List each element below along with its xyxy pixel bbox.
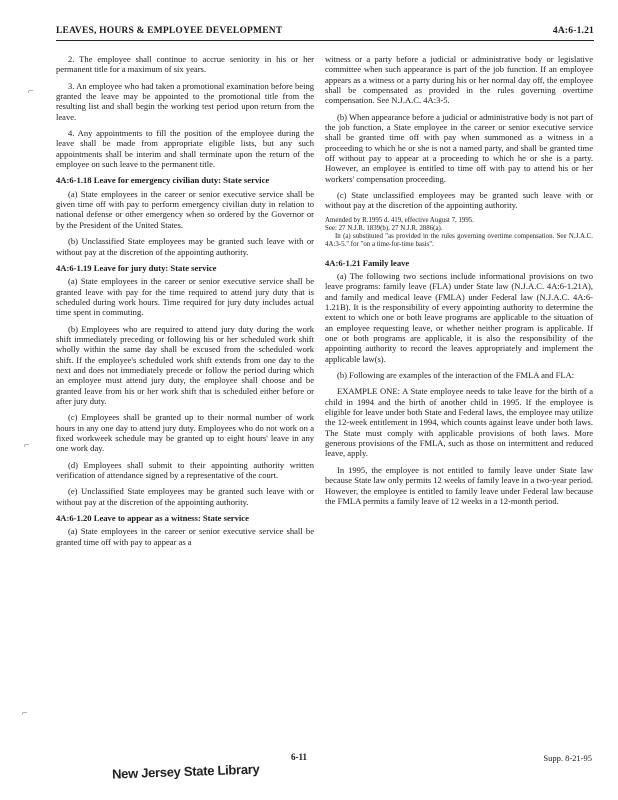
paragraph: (c) Employees shall be granted up to their normal number of work hours in any one day to attend jury duty. Employees who do not work on a fixed workweek schedule may be granted up to eight hours' leave in any one work day.: [56, 412, 314, 454]
header-section-number: 4A:6-1.21: [552, 26, 594, 36]
paragraph: (a) State employees in the career or senior executive service shall be given time off with pay to perform emergency civilian duty in relation to national defense or other emergency when so ordered by the Governor or by the President of the United States.: [56, 188, 314, 230]
header-title: LEAVES, HOURS & EMPLOYEE DEVELOPMENT: [56, 26, 283, 36]
paragraph: (b) Employees who are required to attend jury duty during the work shift immediately preceding or following his or her scheduled work shift wholly within the same day shall be excused from the scheduled work shift. If the employee's scheduled work shift extends from one day to the next and does not immediately precede or follow the period during which an employee must attend jury duty, the employee shall choose and be granted leave from his or her work shift that is scheduled either before or after jury duty.: [56, 323, 314, 406]
paragraph: (d) Employees shall submit to their appointing authority written verification of attendance signed by a representative of the court.: [56, 459, 314, 481]
paragraph: (a) State employees in the career or senior executive service shall be granted time off with pay to appear as a: [56, 526, 314, 547]
history-note: Amended by R.1995 d. 419, effective August 7, 1995.: [325, 216, 474, 224]
history-note: See: 27 N.J.R. 1839(b), 27 N.J.R. 2886(a).: [325, 225, 443, 233]
section-heading: 4A:6-1.21 Family leave: [325, 257, 410, 268]
page-number: 6-11: [291, 752, 308, 762]
paragraph: (b) Following are examples of the interaction of the FMLA and FLA:: [337, 370, 575, 381]
running-header: [56, 24, 594, 41]
supplement-date: Supp. 8-21-95: [543, 753, 592, 763]
paragraph: (a) The following two sections include informational provisions on two leave programs: family leave (FLA) under State law (N.J.A.C. 4A:6-1.21A), and family and medical leave (FMLA) under Federal law (N.J.A.C. 4A:6-1.21B). It is the responsibility of every appointing authority to determine the extent to which one or both leave programs are applicable to the situation of an employee requesting leave, or whether neither program is applicable. If one or both programs are applicable, it is also the responsibility of the appointing authority to record the leaves appropriately and implement the applicable law(s).: [325, 270, 593, 364]
margin-mark-icon: ⌐: [28, 86, 34, 97]
paragraph: witness or a party before a judicial or administrative body or legislative committee when such appearance is part of the job function. If an employee appears as a witness or a party during his or her normal day off, the employee shall be compensated as provided in the rules governing overtime compensation. See N.J.A.C. 4A:3-5.: [325, 54, 593, 106]
margin-mark-icon: ⌐: [22, 708, 28, 719]
history-note: In (a) substituted "as provided in the rules governing overtime compensation. See N.J.A.C. 4A:3-5." for "on a time-for-time basis".: [325, 233, 593, 249]
right-column: [325, 54, 593, 512]
margin-mark-icon: ⌐: [24, 440, 30, 451]
paragraph: 2. The employee shall continue to accrue seniority in his or her permanent title for a maximum of six years.: [56, 54, 314, 75]
paragraph: (c) State unclassified employees may be granted such leave with or without pay at the discretion of the appointing authority.: [325, 190, 593, 211]
paragraph: 3. An employee who had taken a promotional examination before being granted the leave may be appointed to the promotional title from the resulting list and shall begin the working test period upon return from the leave.: [56, 80, 314, 122]
paragraph: (a) State employees in the career or senior executive service shall be granted leave with pay for the time required to attend jury duty that is scheduled during work hours. Time required for jury duty includes actual time spent in commuting.: [56, 276, 314, 318]
left-column: [56, 54, 314, 553]
library-stamp: New Jersey State Library: [111, 761, 260, 782]
section-heading: 4A:6-1.19 Leave for jury duty: State service: [56, 262, 217, 273]
paragraph: EXAMPLE ONE: A State employee needs to take leave for the birth of a child in 1994 and the birth of another child in 1995. If the employee is eligible for leave under both State and Federal laws, the employee may utilize the 12-week entitlement in 1994, which counts against leave under both laws. The State must comply with applicable provisions of both laws. More generous provisions of the FMLA, such as those on intermittent and reduced leave, apply.: [325, 386, 593, 459]
paragraph: In 1995, the employee is not entitled to family leave under State law because State law only permits 12 weeks of family leave in a two-year period. However, the employee is entitled to family leave under Federal law because the FMLA permits a family leave of 12 weeks in a 12-month period.: [325, 464, 593, 506]
section-heading: 4A:6-1.20 Leave to appear as a witness: State service: [56, 513, 249, 524]
paragraph: 4. Any appointments to fill the position of the employee during the leave shall be made from appropriate eligible lists, but any such appointments shall be interim and shall terminate upon the return of the employee on such leave to the permanent title.: [56, 128, 314, 170]
paragraph: (e) Unclassified State employees may be granted such leave with or without pay at the discretion of the appointing authority.: [56, 486, 314, 507]
paragraph: (b) When appearance before a judicial or administrative body is not part of the job function, a State employee in the career or senior executive service shall be granted time off with pay when summoned as a witness in a proceeding to which he or she is not a named party, and shall be granted time off without pay to appear at a proceeding to which he or she is a party. However, an employee is entitled to time off with pay to attend his or her workers' compensation proceeding.: [325, 111, 593, 184]
section-heading: 4A:6-1.18 Leave for emergency civilian duty: State service: [56, 175, 270, 186]
paragraph: (b) Unclassified State employees may be granted such leave with or without pay at the discretion of the appointing authority.: [56, 236, 314, 257]
